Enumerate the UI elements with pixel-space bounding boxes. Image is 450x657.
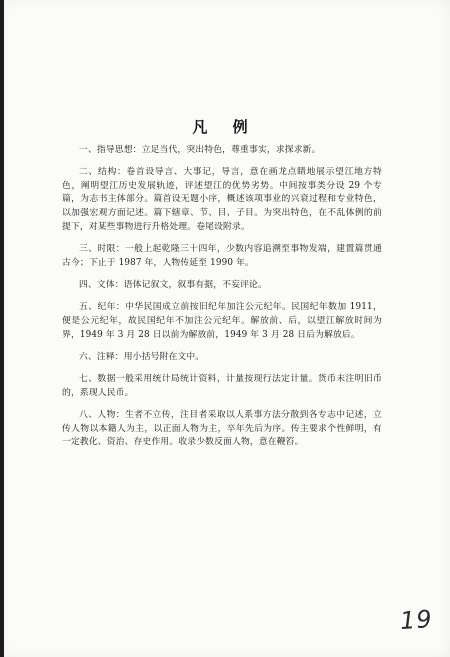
paragraph-structure: 二、结构：卷首设导言、大事记，导言，意在画龙点睛地展示望江地方特色，阐明望江历史发展轨迹，评述望江的优势劣势。中间按事类分设 29 个专篇，为志书主体部分。篇首设无题小序，概述该项事业的兴衰过程和专业特色，以加强宏观方面记述。篇下辖章、节、目、子目。为突出特色，在不乱体例的前提下，对某些事物进行升格处理。卷尾设附录。: [62, 167, 382, 232]
page-title: 凡 例: [192, 118, 258, 136]
paragraph-guiding-ideology: 一、指导思想：立足当代，突出特色，尊重事实，求探求新。: [79, 144, 321, 155]
fanli-body: [62, 135, 382, 459]
paragraph-people: 八、人物：生者不立传，注目者采取以人系事方法分散到各专志中记述，立传人物以本籍人为主，以正面人物为主，卒年先后为序。传主要求个性鲜明，有一定教化、资治、存史作用。收录少数反面人物，意在鞭笞。: [62, 410, 382, 448]
paragraph-calendar: 五、纪年：中华民国成立前按旧纪年加注公元纪年。民国纪年数加 1911，便是公元纪年，故民国纪年不加注公元纪年。解放前、后，以望江解放时间为界，1949 年 3 月 28 日以前为解放前，1949 年 3 月 28 日后为解放后。: [62, 302, 382, 340]
paragraph-annotation: 六、注释：用小括号附在文中。: [79, 351, 205, 362]
paragraph-time-limit: 三、时限：一般上起乾隆三十四年，少数内容追溯至事物发端，建置篇贯通古今；下止于 1987 年，人物传延至 1990 年。: [62, 243, 382, 268]
paragraph-style: 四、文体：语体记叙文，叙事有据，不妄评论。: [79, 279, 267, 290]
page-left-edge: [0, 0, 4, 657]
paragraph-data: 七、数据一般采用统计局统计资料，计量按现行法定计量。货币未注明旧币的，系现人民币。: [62, 374, 382, 398]
handwritten-page-number: 19: [399, 604, 434, 636]
